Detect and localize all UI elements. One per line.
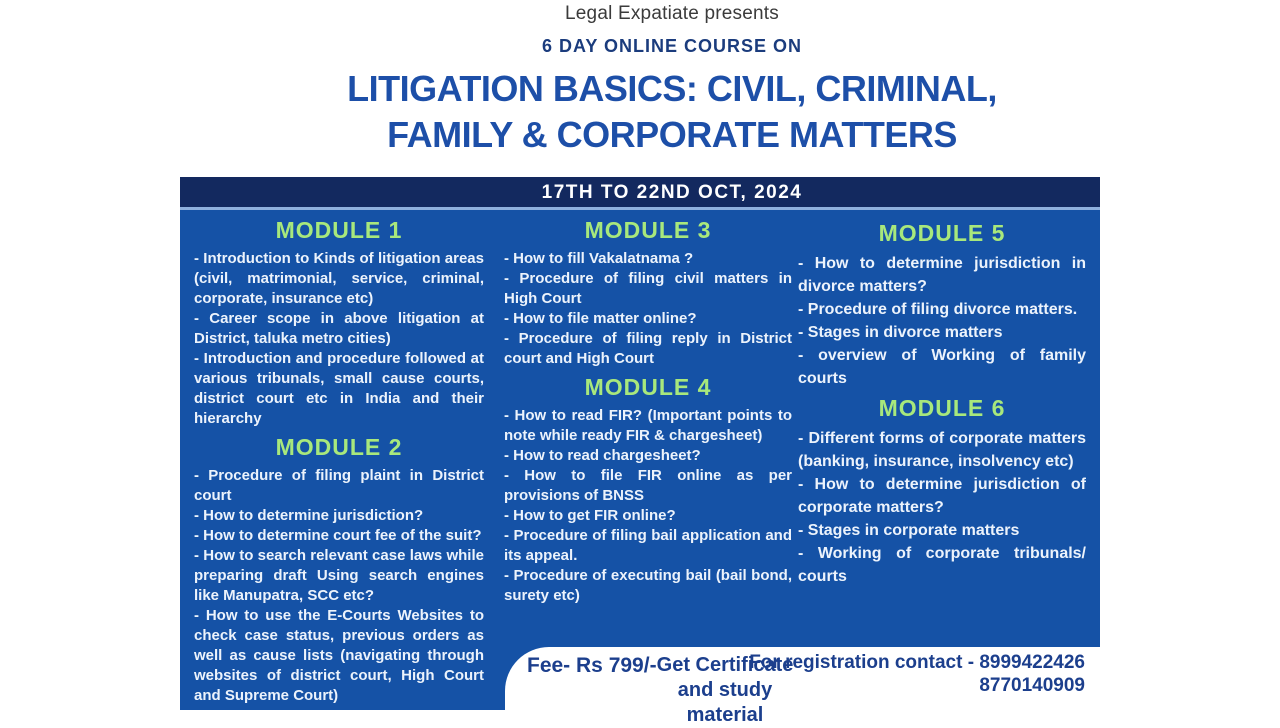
module-5-title: MODULE 5 — [878, 220, 1006, 246]
module-5-items — [798, 252, 1086, 390]
module-item: - How to search relevant case laws while preparing draft Using search engines like Manupatra, SCC etc? — [194, 547, 484, 604]
module-item: - Stages in divorce matters — [798, 324, 1003, 341]
module-4-title: MODULE 4 — [584, 374, 712, 400]
module-item: - Introduction and procedure followed at various tribunals, small cause courts, district court etc in India and their hierarchy — [194, 350, 484, 427]
contact-line1: For registration contact - 8999422426 — [749, 652, 1085, 673]
module-column-2 — [504, 217, 792, 606]
module-item: - How to read chargesheet? — [504, 447, 701, 464]
module-item: - Stages in corporate matters — [798, 522, 1020, 539]
module-item: - How to determine jurisdiction in divorce matters? — [798, 255, 1086, 295]
module-3-title: MODULE 3 — [584, 217, 712, 243]
module-item: - Procedure of executing bail (bail bond, surety etc) — [504, 567, 792, 604]
module-5 — [798, 220, 1086, 390]
module-item: - Career scope in above litigation at District, taluka metro cities) — [194, 310, 484, 347]
module-item: - Introduction to Kinds of litigation areas (civil, matrimonial, service, criminal, corporate, insurance etc) — [194, 250, 484, 307]
course-title — [64, 66, 1280, 158]
module-item: - How to determine jurisdiction of corporate matters? — [798, 476, 1086, 516]
module-1-items — [194, 249, 484, 429]
course-subtitle: 6 DAY ONLINE COURSE ON — [541, 36, 803, 56]
module-3-items — [504, 249, 792, 369]
module-item: - Procedure of filing plaint in District court — [194, 467, 484, 504]
module-6-title: MODULE 6 — [878, 395, 1006, 421]
module-item: - Procedure of filing reply in District court and High Court — [504, 330, 792, 367]
module-6 — [798, 395, 1086, 588]
poster-header — [64, 0, 1280, 158]
fee-text: Fee- Rs 799/- — [527, 654, 657, 677]
module-1 — [194, 217, 484, 429]
module-item: - How to file FIR online as per provisions of BNSS — [504, 467, 792, 504]
module-2-items — [194, 466, 484, 706]
module-6-items — [798, 427, 1086, 588]
footer-info-bar — [505, 647, 1100, 726]
module-column-3 — [798, 220, 1086, 588]
module-item: - How to read FIR? (Important points to note while ready FIR & chargesheet) — [504, 407, 792, 444]
module-4 — [504, 374, 792, 606]
module-item: - Working of corporate tribunals/ courts — [798, 545, 1086, 585]
module-column-1 — [194, 217, 484, 706]
date-banner: 17TH TO 22ND OCT, 2024 — [180, 177, 1100, 207]
module-2 — [194, 434, 484, 706]
presenter-line: Legal Expatiate presents — [565, 3, 779, 24]
certificate-line2: and study material — [677, 679, 773, 726]
module-item: - How to file matter online? — [504, 310, 697, 327]
module-item: - How to get FIR online? — [504, 507, 676, 524]
certificate-line1: Get Certificate — [656, 654, 794, 676]
contact-phone2: 8770140909 — [979, 675, 1085, 696]
registration-contact — [749, 651, 1085, 697]
module-item: - How to determine court fee of the suit? — [194, 527, 482, 544]
module-item: - How to fill Vakalatnama ? — [504, 250, 694, 267]
modules-panel — [180, 210, 1100, 726]
course-title-line1: LITIGATION BASICS: CIVIL, CRIMINAL, — [347, 68, 997, 109]
module-item: - How to determine jurisdiction? — [194, 507, 424, 524]
module-item: - Procedure of filing civil matters in High Court — [504, 270, 792, 307]
module-4-items — [504, 406, 792, 606]
module-item: - Procedure of filing bail application and its appeal. — [504, 527, 792, 564]
module-item: - Procedure of filing divorce matters. — [798, 301, 1078, 318]
course-title-line2: FAMILY & CORPORATE MATTERS — [387, 114, 957, 155]
module-item: - overview of Working of family courts — [798, 347, 1086, 387]
module-item: - How to use the E-Courts Websites to check case status, previous orders as well as cause lists (navigating through websites of district court, High Court and Supreme Court) — [194, 607, 484, 704]
module-2-title: MODULE 2 — [275, 434, 403, 460]
module-item: - Different forms of corporate matters (banking, insurance, insolvency etc) — [798, 430, 1086, 470]
module-1-title: MODULE 1 — [275, 217, 403, 243]
module-3 — [504, 217, 792, 369]
